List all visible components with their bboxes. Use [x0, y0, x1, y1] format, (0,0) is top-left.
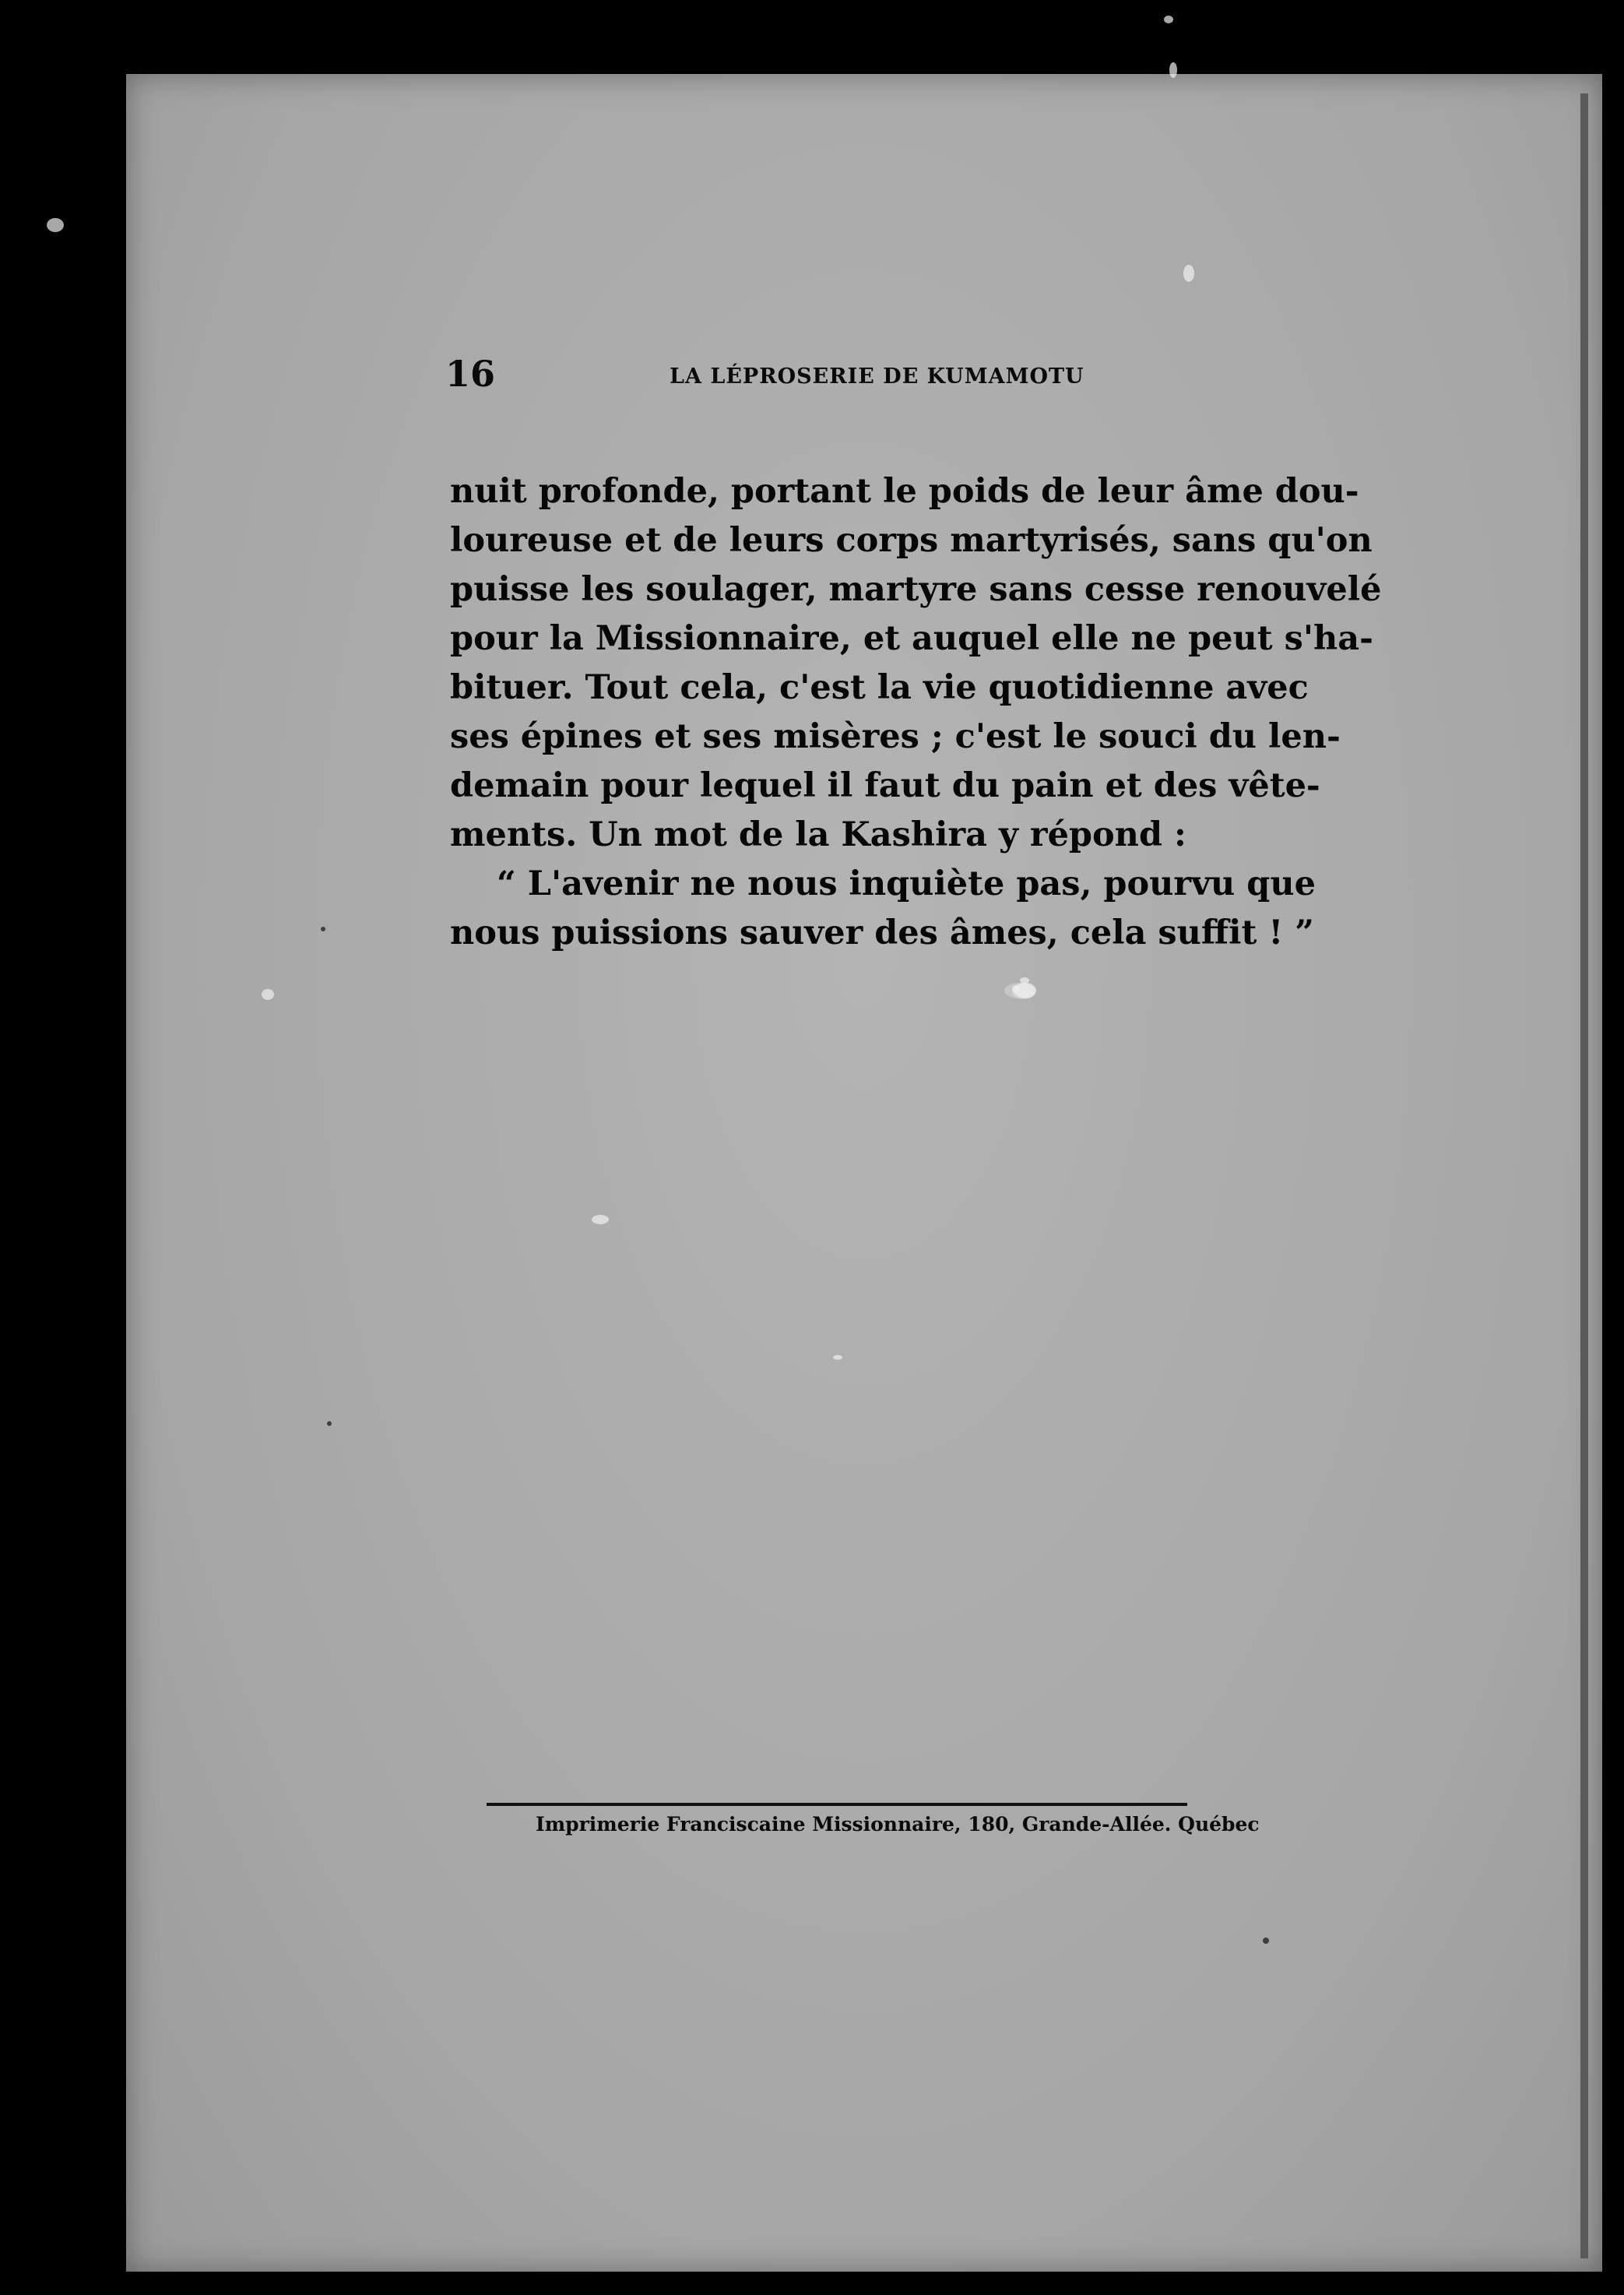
scan-speck	[1164, 16, 1173, 23]
scan-speck	[592, 1215, 609, 1224]
scan-speck	[262, 989, 274, 1000]
body-paragraphs	[450, 467, 1382, 958]
page-header	[445, 354, 1127, 401]
page-number: 16	[445, 353, 496, 395]
text-line: nuit profonde, portant le poids de leur âme dou-	[450, 472, 1359, 511]
scan-speck	[1169, 62, 1177, 78]
scan-speck	[1012, 983, 1032, 997]
text-line: ses épines et ses misères ; c'est le souci du len-	[450, 717, 1341, 756]
footer-rule	[487, 1803, 1187, 1806]
text-line: “ L'avenir ne nous inquiète pas, pourvu que	[497, 864, 1316, 903]
page-edge-shadow	[1580, 93, 1588, 2258]
text-line: ments. Un mot de la Kashira y répond :	[450, 815, 1186, 854]
text-line: nous puissions sauver des âmes, cela suffit ! ”	[450, 913, 1314, 952]
scan-speck	[1263, 1938, 1269, 1944]
running-title: LA LÉPROSERIE DE KUMAMOTU	[670, 364, 1084, 389]
printer-colophon: Imprimerie Franciscaine Missionnaire, 180, Grande-Allée. Québec	[536, 1813, 1260, 1836]
text-line: puisse les soulager, martyre sans cesse renouvelé	[450, 570, 1382, 609]
scan-speck	[833, 1355, 842, 1360]
text-line: pour la Missionnaire, et auquel elle ne peut s'ha-	[450, 619, 1373, 658]
text-line: demain pour lequel il faut du pain et des vête-	[450, 766, 1320, 805]
book-page	[126, 74, 1602, 2272]
scan-speck	[327, 1421, 332, 1426]
text-line: bituer. Tout cela, c'est la vie quotidienne avec	[450, 668, 1309, 707]
scan-speck	[1183, 265, 1194, 282]
scan-speck	[47, 218, 64, 232]
scan-speck	[321, 927, 325, 931]
text-line: loureuse et de leurs corps martyrisés, sans qu'on	[450, 521, 1373, 560]
